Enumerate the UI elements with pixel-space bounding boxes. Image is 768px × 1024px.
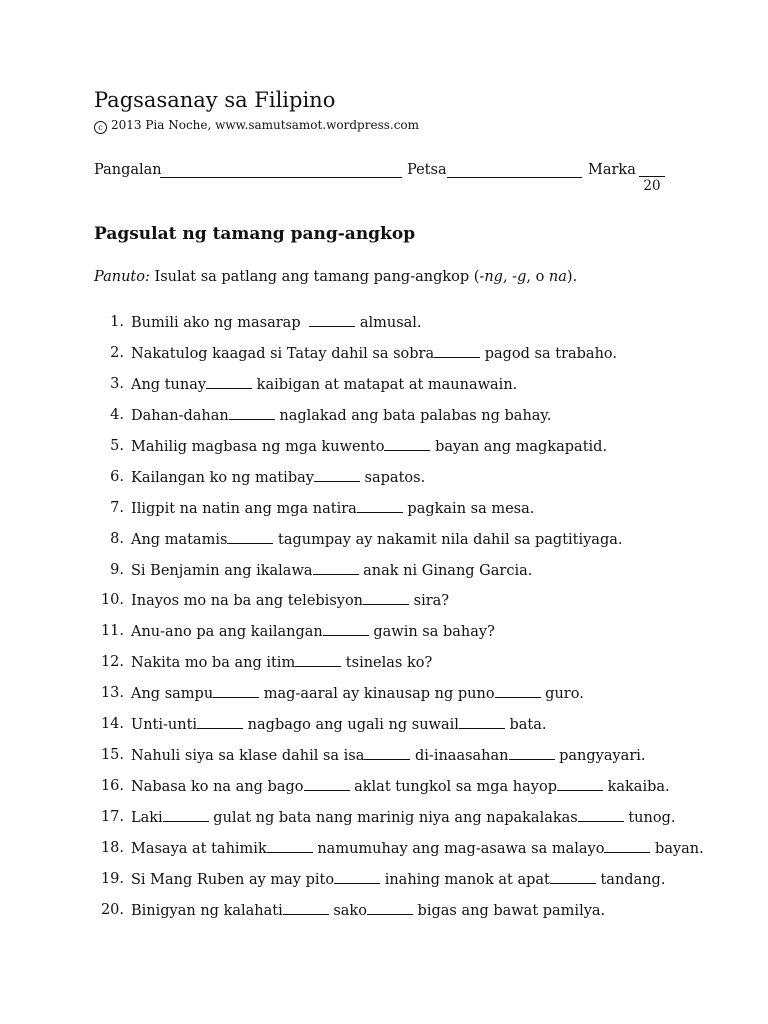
copyright-icon: c <box>94 121 107 134</box>
copyright-text: 2013 Pia Noche, www.samutsamot.wordpress.com <box>111 118 420 132</box>
list-item <box>94 590 694 621</box>
sentence-text: Laki <box>131 810 163 826</box>
item-sentence <box>131 467 425 488</box>
answer-blank[interactable] <box>557 776 603 791</box>
item-number: 18. <box>100 839 124 856</box>
list-item <box>94 498 694 529</box>
sentence-text: Unti-unti <box>131 717 198 734</box>
answer-blank[interactable] <box>283 900 329 915</box>
sentence-text: sapatos. <box>359 469 426 486</box>
item-number: 13. <box>100 685 124 702</box>
page-title: Pagsasanay sa Filipino <box>94 88 336 112</box>
list-item <box>94 374 694 405</box>
date-label: Petsa <box>407 162 447 178</box>
sentence-text: Ang tunay <box>131 376 207 393</box>
directions-sep-2: , o <box>526 269 549 285</box>
item-sentence <box>131 529 623 550</box>
sentence-text: almusal. <box>355 315 422 331</box>
sentence-text: pagod sa trabaho. <box>480 345 617 362</box>
sentence-text: tagumpay ay nakamit nila dahil sa pagtitiyaga. <box>273 531 623 548</box>
answer-blank[interactable] <box>434 343 480 358</box>
list-item <box>94 621 694 652</box>
score-fraction <box>639 160 665 195</box>
answer-blank[interactable] <box>313 560 359 575</box>
item-sentence <box>131 498 534 519</box>
answer-blank[interactable] <box>323 621 369 636</box>
answer-blank[interactable] <box>509 745 555 760</box>
sentence-text: pangyayari. <box>554 748 646 765</box>
answer-blank[interactable] <box>604 838 650 853</box>
sentence-text: Iligpit na natin ang mga natira <box>131 500 357 517</box>
directions <box>94 267 577 287</box>
score-total: 20 <box>643 178 661 194</box>
item-number: 19. <box>100 870 124 887</box>
directions-text-after: ). <box>566 269 578 285</box>
item-sentence <box>131 621 495 642</box>
answer-blank[interactable] <box>550 869 596 884</box>
score-blank[interactable] <box>639 160 665 177</box>
item-sentence <box>131 807 675 828</box>
sentence-text: bayan ang magkapatid. <box>430 438 608 455</box>
sentence-text: anak ni Ginang Garcia. <box>358 562 533 579</box>
item-number: 15. <box>100 747 124 764</box>
sentence-text: sira? <box>409 593 450 610</box>
answer-blank[interactable] <box>213 683 259 698</box>
sentence-text: kakaiba. <box>602 779 670 796</box>
list-item <box>94 776 694 807</box>
item-number: 20. <box>100 901 124 918</box>
sentence-text: mag-aaral ay kinausap ng puno <box>259 686 495 703</box>
item-sentence <box>131 776 670 797</box>
list-item <box>94 807 694 838</box>
sentence-text: tsinelas ko? <box>341 655 433 672</box>
section-title: Pagsulat ng tamang pang-angkop <box>94 224 416 244</box>
item-number: 3. <box>110 375 124 392</box>
answer-blank[interactable] <box>314 467 360 482</box>
sentence-text: Mahilig magbasa ng mga kuwento <box>131 438 385 455</box>
sentence-text: Si Mang Ruben ay may pito <box>131 871 335 888</box>
sentence-text: Masaya at tahimik <box>131 840 267 857</box>
item-number: 6. <box>110 468 124 485</box>
list-item <box>94 343 694 374</box>
exercise-list <box>94 312 704 931</box>
item-number: 14. <box>100 716 124 733</box>
sentence-text: Si Benjamin ang ikalawa <box>131 562 313 579</box>
answer-blank[interactable] <box>304 776 350 791</box>
item-sentence <box>131 869 665 890</box>
sentence-text: gulat ng bata nang marinig niya ang napakalakas <box>208 810 578 826</box>
answer-blank[interactable] <box>384 436 430 451</box>
sentence-text: Nakita mo ba ang itim <box>131 655 296 672</box>
sentence-text: tandang. <box>595 871 666 888</box>
sentence-text: Bumili ako ng masarap <box>131 315 306 331</box>
sentence-text: nagbago ang ugali ng suwail <box>243 717 459 734</box>
answer-blank[interactable] <box>334 869 380 884</box>
item-number: 9. <box>110 561 124 578</box>
date-blank[interactable] <box>447 177 582 178</box>
item-number: 5. <box>110 437 124 454</box>
item-sentence <box>131 436 607 457</box>
list-item <box>94 436 694 467</box>
list-item <box>94 405 694 436</box>
sentence-text: Nahuli siya sa klase dahil sa isa <box>131 748 365 765</box>
sentence-text: naglakad ang bata palabas ng bahay. <box>274 407 552 424</box>
sentence-text: Anu-ano pa ang kailangan <box>131 624 323 641</box>
sentence-text: di-inaasahan <box>410 748 509 765</box>
item-number: 2. <box>110 344 124 361</box>
copyright-line <box>94 117 419 134</box>
sentence-text: guro. <box>540 686 584 703</box>
list-item <box>94 869 694 900</box>
directions-option-ng: -ng <box>479 269 503 285</box>
item-sentence <box>131 312 422 333</box>
item-sentence <box>131 900 605 921</box>
item-number: 11. <box>100 623 124 640</box>
sentence-text: Ang matamis <box>131 531 228 548</box>
answer-blank[interactable] <box>357 498 403 513</box>
answer-blank[interactable] <box>364 745 410 760</box>
list-item <box>94 467 694 498</box>
item-number: 8. <box>110 530 124 547</box>
sentence-text: Binigyan ng kalahati <box>131 902 283 919</box>
item-sentence <box>131 745 646 766</box>
answer-blank[interactable] <box>229 405 275 420</box>
sentence-text: bigas ang bawat pamilya. <box>412 902 606 919</box>
list-item <box>94 560 694 591</box>
answer-blank[interactable] <box>197 714 243 729</box>
directions-label: Panuto: <box>94 269 150 285</box>
sentence-text: sako <box>328 902 367 919</box>
item-number: 16. <box>100 778 124 795</box>
sentence-text: Nakatulog kaagad si Tatay dahil sa sobra <box>131 345 435 362</box>
directions-text-before: Isulat sa patlang ang tamang pang-angkop ( <box>154 269 480 285</box>
answer-blank[interactable] <box>309 312 355 327</box>
item-sentence <box>131 590 449 611</box>
item-number: 7. <box>110 499 124 516</box>
list-item <box>94 714 694 745</box>
item-sentence <box>131 405 551 426</box>
item-sentence <box>131 652 432 673</box>
sentence-text: Nabasa ko na ang bago <box>131 779 304 796</box>
answer-blank[interactable] <box>163 807 209 822</box>
sentence-text: kaibigan at matapat at maunawain. <box>252 376 518 393</box>
sentence-text: pagkain sa mesa. <box>402 500 535 517</box>
list-item <box>94 683 694 714</box>
sentence-text: Kailangan ko ng matibay <box>131 469 314 486</box>
answer-blank[interactable] <box>578 807 624 822</box>
item-number: 4. <box>110 406 124 423</box>
answer-blank[interactable] <box>295 652 341 667</box>
item-sentence <box>131 714 547 735</box>
score-label: Marka <box>588 162 636 178</box>
item-number: 17. <box>100 809 124 825</box>
item-number: 12. <box>100 654 124 671</box>
answer-blank[interactable] <box>459 714 505 729</box>
sentence-text: namumuhay ang mag-asawa sa malayo <box>312 840 605 857</box>
sentence-text: inahing manok at apat <box>380 871 550 888</box>
item-sentence <box>131 683 584 704</box>
list-item <box>94 900 694 931</box>
item-sentence <box>131 560 532 581</box>
answer-blank[interactable] <box>206 374 252 389</box>
item-sentence <box>131 374 517 395</box>
sentence-text: Ang sampu <box>131 686 214 703</box>
name-blank[interactable] <box>160 177 402 178</box>
answer-blank[interactable] <box>227 529 273 544</box>
directions-option-g: -g <box>512 269 527 285</box>
directions-sep-1: , <box>502 269 513 285</box>
sentence-text: Inayos mo na ba ang telebisyon <box>131 593 364 610</box>
answer-blank[interactable] <box>363 590 409 605</box>
item-sentence <box>131 838 704 859</box>
directions-option-na: na <box>548 269 567 285</box>
list-item <box>94 652 694 683</box>
sentence-text: Dahan-dahan <box>131 407 229 424</box>
sentence-text: bata. <box>504 717 547 734</box>
sentence-text: tunog. <box>623 810 676 826</box>
sentence-text: aklat tungkol sa mga hayop <box>349 779 557 796</box>
list-item <box>94 745 694 776</box>
item-sentence <box>131 343 617 364</box>
name-label: Pangalan <box>94 162 162 178</box>
item-number: 1. <box>110 314 124 330</box>
list-item <box>94 838 704 869</box>
answer-blank[interactable] <box>367 900 413 915</box>
answer-blank[interactable] <box>267 838 313 853</box>
sentence-text: bayan. <box>650 840 704 857</box>
list-item <box>94 312 694 343</box>
list-item <box>94 529 694 560</box>
answer-blank[interactable] <box>495 683 541 698</box>
student-info-line <box>94 160 674 194</box>
sentence-text: gawin sa bahay? <box>368 624 495 641</box>
item-number: 10. <box>100 592 124 609</box>
